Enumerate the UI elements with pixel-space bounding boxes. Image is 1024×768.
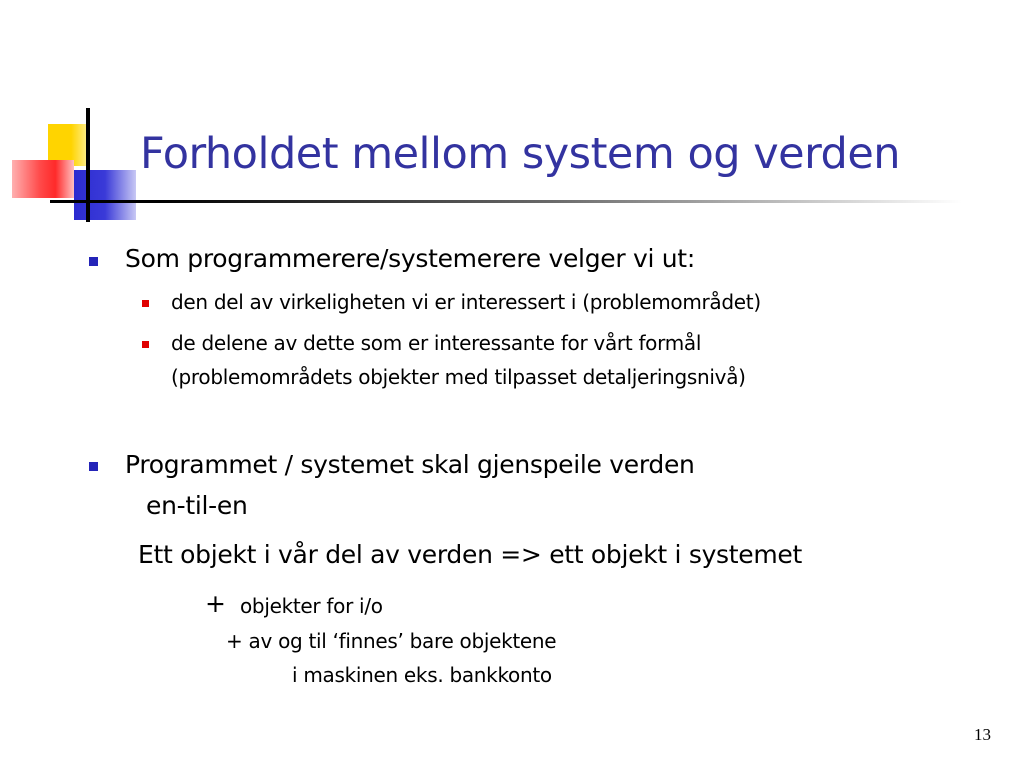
- title-underline: [50, 200, 962, 203]
- logo-blue-square: [74, 170, 136, 220]
- sub-bullet-marker: [142, 341, 149, 348]
- logo-red-square: [12, 160, 74, 198]
- bullet-marker: [89, 462, 98, 471]
- bullet-text: Programmet / systemet skal gjenspeile verden: [125, 450, 695, 479]
- sub-bullet-text: de delene av dette som er interessante for vårt formål: [171, 331, 702, 355]
- logo-vertical-line: [86, 108, 90, 222]
- extra-text: + av og til ‘finnes’ bare objektene: [226, 629, 557, 653]
- plus-sign: +: [205, 589, 226, 618]
- bullet-text: Som programmerere/systemerere velger vi ut:: [125, 244, 695, 273]
- page-number: 13: [974, 725, 991, 744]
- bullet-text-continued: en-til-en: [146, 491, 248, 520]
- extra-text: i maskinen eks. bankkonto: [292, 663, 552, 687]
- sub-bullet-marker: [142, 300, 149, 307]
- decorative-logo: [0, 0, 150, 240]
- slide-title: Forholdet mellom system og verden: [140, 129, 901, 179]
- sub-bullet-text-continued: (problemområdets objekter med tilpasset detaljeringsnivå): [171, 365, 746, 389]
- sub-bullet-text: den del av virkeligheten vi er interessert i (problemområdet): [171, 290, 761, 314]
- bullet-marker: [89, 257, 98, 266]
- extra-text: objekter for i/o: [240, 594, 383, 618]
- bullet-text-continued: Ett objekt i vår del av verden => ett objekt i systemet: [138, 540, 803, 569]
